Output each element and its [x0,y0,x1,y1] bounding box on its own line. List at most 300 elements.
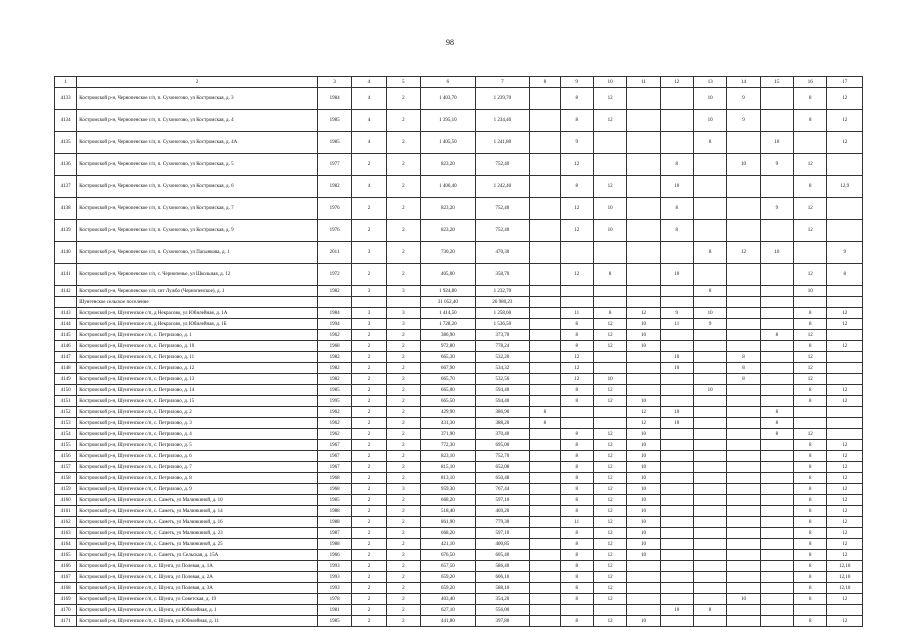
table-cell: 403,40 [421,594,476,605]
table-cell: 10 [660,176,693,198]
table-cell [530,550,560,561]
table-row [55,418,863,429]
table-row [55,341,863,352]
table-cell [693,407,726,418]
table-cell: 665,00 [421,385,476,396]
table-cell [593,605,626,616]
table-cell: 518,40 [421,506,476,517]
table-cell: 2 [386,605,420,616]
address-cell: Костромской р-н, Шунгенское с/п, с. Шунга, ул Полевая, д. 2А [77,572,318,583]
page-number: 98 [446,38,454,47]
table-cell [386,297,420,308]
table-cell: 10 [593,220,626,242]
table-cell: 8 [560,341,593,352]
table-cell: 12 [794,198,827,220]
table-cell [693,418,726,429]
address-cell: Костромской р-н, Шунгенское с/п, с. Петрилово, д. 4 [77,429,318,440]
table-cell: 388,20 [475,418,530,429]
address-cell: Костромской р-н, Шунгенское с/п, с. Петрилово, д. 15 [77,396,318,407]
table-cell: 2 [352,583,386,594]
table-cell: 10 [660,407,693,418]
table-cell: 1988 [317,517,351,528]
table-cell [627,110,660,132]
table-cell: 2 [352,495,386,506]
table-cell: 8 [560,176,593,198]
table-cell [530,561,560,572]
table-cell: 2 [352,418,386,429]
table-cell [827,154,863,176]
table-cell: 1966 [317,550,351,561]
table-cell: 10 [727,594,760,605]
table-cell: 8 [794,572,827,583]
table-cell [727,462,760,473]
table-cell: 12 [794,154,827,176]
table-row [55,363,863,374]
table-cell: 823,20 [421,220,476,242]
table-cell: 10 [627,517,660,528]
table-cell: 1 242,40 [475,176,530,198]
table-cell [660,88,693,110]
table-row [55,352,863,363]
table-cell [627,242,660,264]
table-row [55,572,863,583]
table-cell: 12 [827,110,863,132]
address-cell: Костромской р-н, Чернопенское с/п, п. Сухоногово, ул Костромская, д. 3 [77,88,318,110]
table-cell [727,308,760,319]
table-cell: 2 [386,517,420,528]
table-cell: 9 [727,110,760,132]
table-cell [660,473,693,484]
table-cell: 12 [593,473,626,484]
table-cell: 8 [727,363,760,374]
table-row [55,330,863,341]
table-cell: 8 [560,572,593,583]
table-cell [627,363,660,374]
table-cell [693,363,726,374]
table-cell: 650,48 [475,473,530,484]
table-cell: 8 [794,495,827,506]
table-cell [727,583,760,594]
address-cell: Костромской р-н, Чернопенское с/п, с. Чернопенье, ул Школьная, д. 12 [77,264,318,286]
table-cell [317,297,351,308]
table-cell [593,407,626,418]
table-cell [693,550,726,561]
table-cell: 1982 [317,352,351,363]
table-cell [727,418,760,429]
table-cell [727,451,760,462]
table-cell: 12 [827,88,863,110]
table-cell: 2 [386,440,420,451]
row-number-cell: 4145 [55,330,77,341]
table-cell [530,286,560,297]
table-cell: 3 [352,242,386,264]
table-cell: 12 [827,550,863,561]
table-cell: 8 [794,484,827,495]
table-cell: 2 [386,407,420,418]
table-cell [530,616,560,627]
table-cell: 8 [794,583,827,594]
row-number-cell: 4153 [55,418,77,429]
table-cell: 1 728,20 [421,319,476,330]
table-cell: 1 241,80 [475,132,530,154]
table-cell: 1 536,50 [475,319,530,330]
table-cell [627,352,660,363]
table-cell: 959,30 [421,484,476,495]
table-cell: 358,70 [475,264,530,286]
table-cell: 534,32 [475,363,530,374]
table-cell [627,220,660,242]
table-cell: 2 [352,462,386,473]
column-header: 15 [760,77,793,88]
table-cell: 1 414,50 [421,308,476,319]
table-cell: 8 [560,539,593,550]
table-cell [827,297,863,308]
table-cell: 10 [693,385,726,396]
table-cell [760,583,793,594]
table-cell [760,286,793,297]
table-cell: 1988 [317,539,351,550]
table-cell: 1994 [317,319,351,330]
column-header: 3 [317,77,351,88]
table-cell: 2 [352,396,386,407]
table-cell [627,385,660,396]
row-number-cell: 4161 [55,506,77,517]
table-cell: 12 [593,550,626,561]
address-cell: Костромской р-н, Шунгенское с/п, с. Петрилово, д. 10 [77,341,318,352]
row-number-cell: 4150 [55,385,77,396]
row-number-cell: 4143 [55,308,77,319]
table-cell: 8 [827,264,863,286]
table-cell [627,154,660,176]
table-cell [693,297,726,308]
table-cell: 2 [386,462,420,473]
row-number-cell: 4147 [55,352,77,363]
table-cell [727,506,760,517]
table-cell: 1 406,40 [421,176,476,198]
address-cell: Костромской р-н, Шунгенское с/п, с. Шунга, ул Юбилейная, д. 11 [77,616,318,627]
table-header-row [55,77,863,88]
table-cell [660,528,693,539]
address-cell: Костромской р-н, Шунгенское с/п, с. Петрилово, д. 2 [77,407,318,418]
table-cell [727,528,760,539]
table-cell: 8 [560,561,593,572]
table-cell: 1968 [317,484,351,495]
table-cell [560,286,593,297]
table-cell: 12 [593,341,626,352]
table-row [55,198,863,220]
table-cell: 10 [693,88,726,110]
table-cell [660,451,693,462]
table-cell [660,561,693,572]
table-cell: 2 [386,154,420,176]
table-cell [827,330,863,341]
table-row [55,473,863,484]
table-cell [660,594,693,605]
table-cell: 12 [560,374,593,385]
table-row [55,154,863,176]
table-cell: 12 [794,352,827,363]
table-cell: 8 [560,616,593,627]
table-cell: 10 [627,330,660,341]
table-cell: 12 [593,462,626,473]
table-cell [760,385,793,396]
table-cell: 2 [352,506,386,517]
table-cell [827,363,863,374]
table-cell: 1 234,40 [475,110,530,132]
table-cell: 2 [352,429,386,440]
table-cell: 2 [386,561,420,572]
table-cell: 8 [760,429,793,440]
column-header: 14 [727,77,760,88]
table-cell [760,297,793,308]
table-cell: 972,80 [421,341,476,352]
table-cell: 12 [593,451,626,462]
table-cell: 386,90 [421,330,476,341]
table-row [55,242,863,264]
table-cell: 8 [560,440,593,451]
table-cell: 10 [627,473,660,484]
table-cell: 1982 [317,286,351,297]
table-cell [727,385,760,396]
table-cell: 9 [560,132,593,154]
table-cell [727,616,760,627]
table-cell: 12,10 [827,583,863,594]
table-cell: 2 [352,374,386,385]
table-cell [693,220,726,242]
table-cell: 12 [593,319,626,330]
table-cell [693,539,726,550]
table-cell: 2 [352,341,386,352]
table-cell: 12 [827,495,863,506]
table-cell [627,264,660,286]
table-cell [530,429,560,440]
column-header: 5 [386,77,420,88]
row-number-cell: 4157 [55,462,77,473]
table-cell: 12 [827,385,863,396]
column-header: 6 [421,77,476,88]
table-cell: 2 [386,495,420,506]
table-cell: 2 [352,572,386,583]
row-number-cell: 4168 [55,583,77,594]
table-cell: 4 [352,132,386,154]
table-cell [530,374,560,385]
table-cell: 12 [627,407,660,418]
address-cell: Костромской р-н, Чернопенское с/п, п. Сухоногово, ул Костромская, д. 9 [77,220,318,242]
table-cell: 10 [794,286,827,297]
table-cell: 10 [627,539,660,550]
table-cell: 12,9 [827,176,863,198]
table-cell: 8 [530,407,560,418]
table-cell: 8 [560,473,593,484]
table-cell: 8 [560,319,593,330]
table-cell: 12 [593,88,626,110]
table-cell [760,506,793,517]
table-cell [593,154,626,176]
table-cell: 1981 [317,605,351,616]
table-cell [693,374,726,385]
table-cell: 2 [386,473,420,484]
table-row [55,297,863,308]
table-cell [693,429,726,440]
table-cell [530,462,560,473]
table-cell: 1967 [317,440,351,451]
table-cell [727,561,760,572]
table-row [55,561,863,572]
table-cell: 1987 [317,528,351,539]
table-cell: 1995 [317,396,351,407]
table-cell: 8 [693,242,726,264]
table-cell [660,550,693,561]
column-header: 10 [593,77,626,88]
table-cell: 1978 [317,594,351,605]
table-cell: 2 [352,561,386,572]
address-cell: Костромской р-н, Шунгенское с/п, с. Саметь, ул Малинкиной, д. 23 [77,528,318,539]
column-header: 11 [627,77,660,88]
table-cell [627,286,660,297]
table-cell [760,451,793,462]
table-cell [693,440,726,451]
table-cell: 12 [794,220,827,242]
address-cell: Костромской р-н, Чернопенское с/п, снт Лужбо (Чернопенское), д. 1 [77,286,318,297]
table-cell: 12,10 [827,561,863,572]
table-row [55,605,863,616]
table-cell: 597,10 [475,495,530,506]
column-header: 8 [530,77,560,88]
table-cell: 1967 [317,462,351,473]
table-cell [693,198,726,220]
table-cell: 1982 [317,176,351,198]
table-cell: 752,40 [475,198,530,220]
table-cell [660,440,693,451]
table-cell: 2 [352,264,386,286]
table-cell [727,297,760,308]
table-cell: 397,80 [475,616,530,627]
table-row [55,528,863,539]
table-cell: 1962 [317,330,351,341]
table-cell: 8 [560,110,593,132]
table-cell [660,330,693,341]
table-cell: 12 [560,352,593,363]
table-cell: 2 [386,506,420,517]
table-cell [660,616,693,627]
table-cell [530,396,560,407]
table-cell [530,308,560,319]
table-cell: 8 [794,308,827,319]
table-cell [660,506,693,517]
table-row [55,220,863,242]
table-cell: 10 [593,374,626,385]
table-cell: 1 395,10 [421,110,476,132]
table-cell: 12 [727,242,760,264]
table-cell: 12 [827,528,863,539]
table-cell: 12 [593,572,626,583]
table-cell: 2 [386,572,420,583]
table-cell: 8 [794,550,827,561]
table-cell: 441,80 [421,616,476,627]
table-cell [760,484,793,495]
table-cell [760,220,793,242]
table-cell: 10 [627,484,660,495]
table-cell: 8 [560,484,593,495]
table-cell: 370,40 [475,429,530,440]
row-number-cell: 4137 [55,176,77,198]
table-cell [560,605,593,616]
table-cell: 2 [386,594,420,605]
table-cell: 627,10 [421,605,476,616]
address-cell: Костромской р-н, Шунгенское с/п, с. Саметь, ул Малинкиной, д. 10 [77,495,318,506]
table-cell: 421,10 [421,539,476,550]
table-cell [530,88,560,110]
table-cell: 667,90 [421,363,476,374]
table-cell: 373,70 [475,330,530,341]
table-cell [760,352,793,363]
table-cell: 8 [530,418,560,429]
table-cell [530,363,560,374]
table-cell: 1968 [317,473,351,484]
table-cell: 2 [352,198,386,220]
table-cell: 10 [693,110,726,132]
table-cell [660,297,693,308]
table-cell: 2 [386,451,420,462]
table-row [55,176,863,198]
table-cell: 8 [794,506,827,517]
row-number-cell: 4149 [55,374,77,385]
table-cell [530,572,560,583]
table-cell: 823,10 [421,451,476,462]
table-cell [530,484,560,495]
table-cell: 8 [760,330,793,341]
table-cell: 532,56 [475,374,530,385]
table-cell: 2 [386,341,420,352]
table-cell: 12 [560,220,593,242]
table-cell: 12 [827,396,863,407]
table-cell: 1985 [317,110,351,132]
table-cell [727,484,760,495]
table-cell: 12 [827,594,863,605]
table-row [55,462,863,473]
table-cell: 1 405,50 [421,132,476,154]
table-cell [727,176,760,198]
table-cell: 10 [660,363,693,374]
table-cell [530,605,560,616]
row-number-cell: 4140 [55,242,77,264]
table-cell [727,132,760,154]
table-cell [627,132,660,154]
table-cell: 469,20 [475,506,530,517]
table-cell [827,220,863,242]
table-cell [693,528,726,539]
table-cell [827,429,863,440]
table-cell [693,594,726,605]
table-cell: 9 [827,242,863,264]
table-cell: 8 [560,528,593,539]
table-cell: 2011 [317,242,351,264]
table-cell [530,176,560,198]
row-number-cell: 4144 [55,319,77,330]
table-cell: 8 [794,110,827,132]
row-number-cell: 4163 [55,528,77,539]
table-cell [827,374,863,385]
table-cell: 10 [627,440,660,451]
table-row [55,440,863,451]
table-cell: 597,10 [475,528,530,539]
table-cell [693,330,726,341]
table-cell: 10 [627,528,660,539]
table-cell [727,440,760,451]
table-cell: 2 [386,132,420,154]
table-cell: 2 [386,88,420,110]
table-cell: 2 [352,539,386,550]
